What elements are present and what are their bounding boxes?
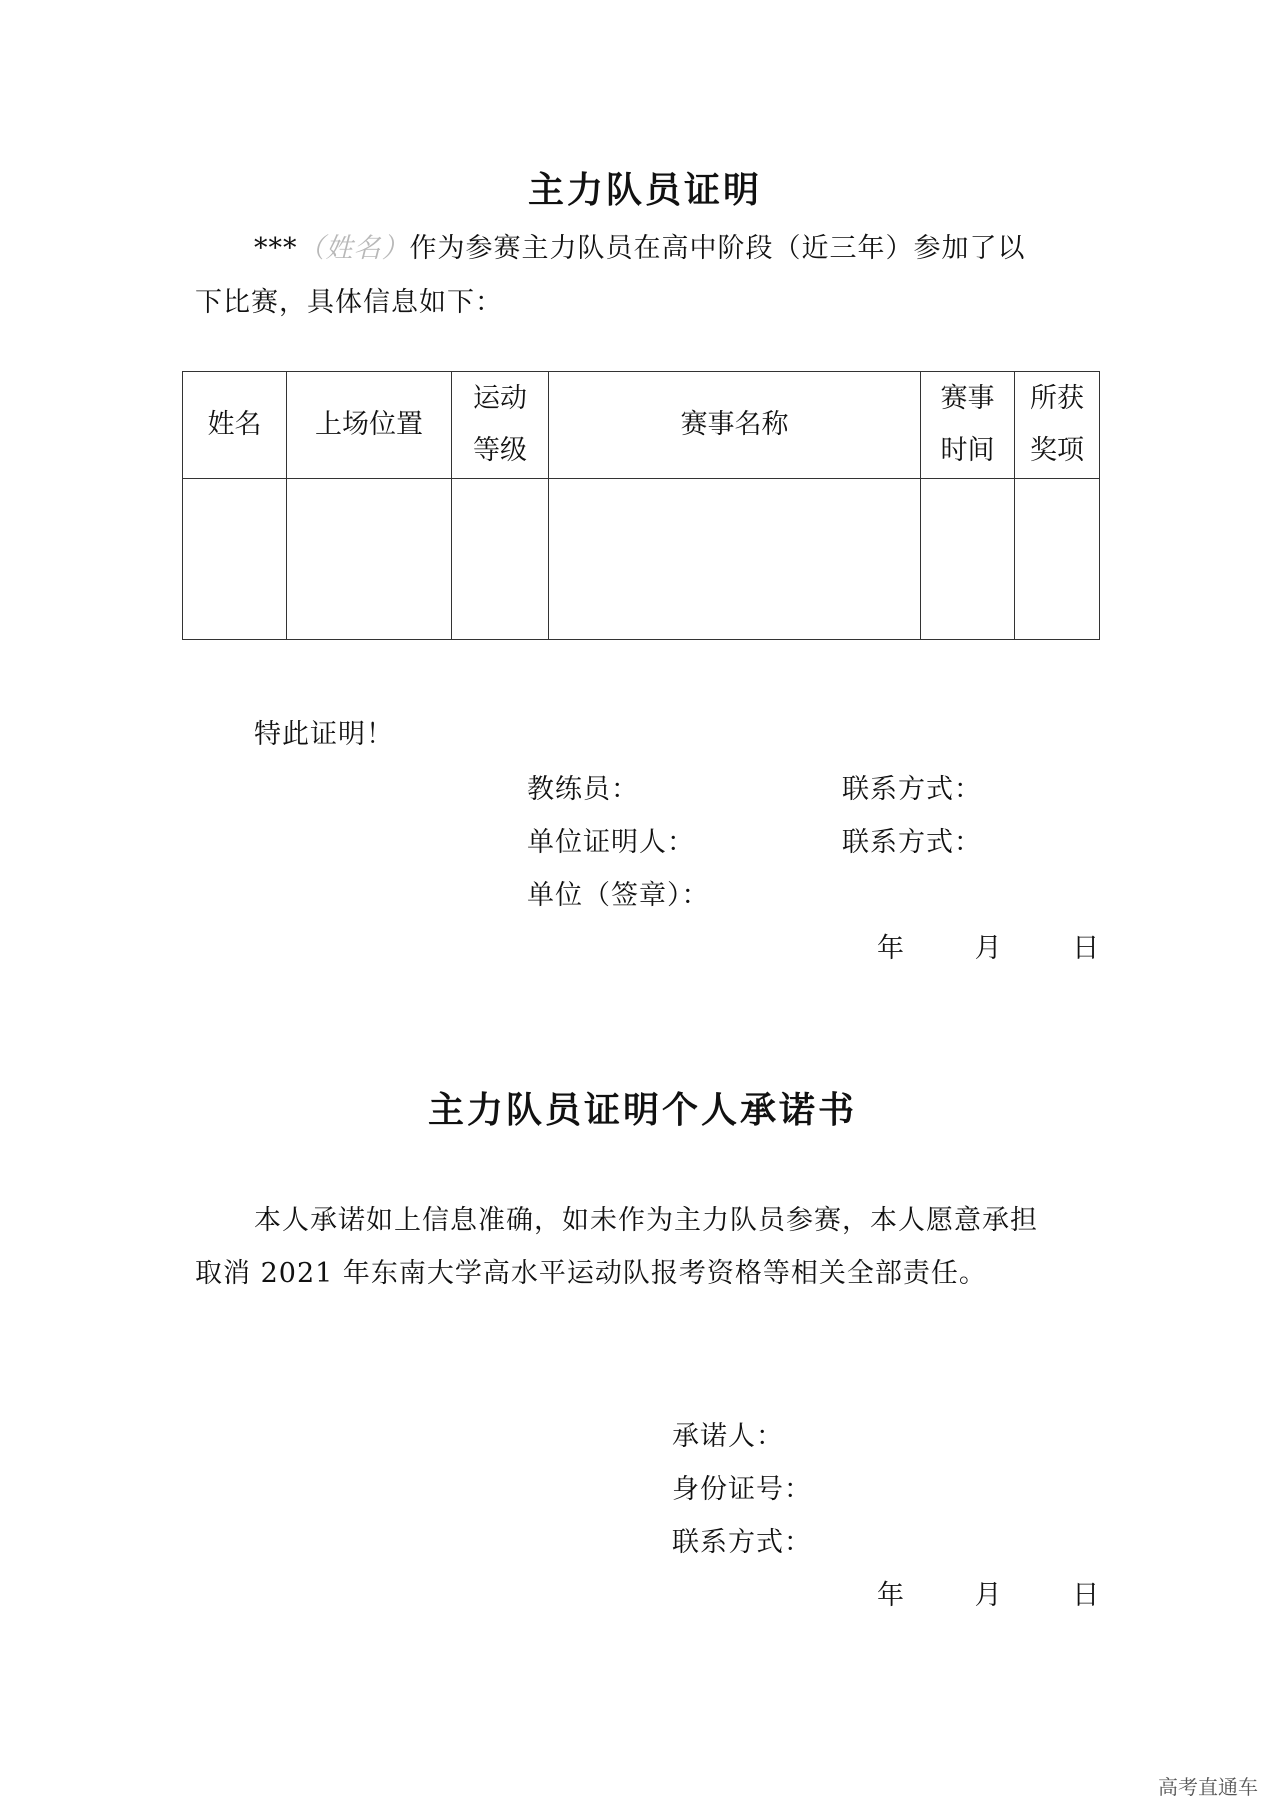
- header-position: 上场位置: [287, 372, 452, 479]
- cell-position[interactable]: [287, 479, 452, 640]
- header-award: 所获奖项: [1015, 372, 1100, 479]
- certificate-title: 主力队员证明: [528, 170, 763, 211]
- header-name: 姓名: [183, 372, 287, 479]
- intro-prefix: ***: [254, 233, 298, 264]
- cell-event-name[interactable]: [549, 479, 921, 640]
- pledger-label: 承诺人：: [672, 1421, 784, 1452]
- header-event-name: 赛事名称: [549, 372, 921, 479]
- header-sport-level: 运动等级: [452, 372, 549, 479]
- intro-line-1: [254, 226, 1026, 265]
- table-row: [183, 479, 1100, 640]
- pledge-date: [877, 1573, 1100, 1612]
- certificate-date: [877, 926, 1100, 965]
- table-header-row: [183, 372, 1100, 479]
- date-day: 日: [1072, 1580, 1101, 1611]
- intro-line-2: 下比赛，具体信息如下：: [195, 287, 503, 318]
- header-event-time: 赛事时间: [921, 372, 1015, 479]
- date-month: 月: [974, 1580, 1003, 1611]
- closing-text: 特此证明！: [254, 719, 394, 750]
- cell-sport-level[interactable]: [452, 479, 549, 640]
- unit-witness-label: 单位证明人：: [527, 827, 695, 858]
- pledge-line-2: 取消 2021 年东南大学高水平运动队报考资格等相关全部责任。: [195, 1258, 987, 1289]
- cell-award[interactable]: [1015, 479, 1100, 640]
- pledge-line-1: 本人承诺如上信息准确，如未作为主力队员参赛，本人愿意承担: [254, 1205, 1038, 1236]
- cell-name[interactable]: [183, 479, 287, 640]
- date-day: 日: [1072, 933, 1101, 964]
- coach-contact-label: 联系方式：: [842, 774, 982, 805]
- coach-label: 教练员：: [527, 774, 639, 805]
- id-number-label: 身份证号：: [672, 1474, 812, 1505]
- pledge-contact-label: 联系方式：: [672, 1527, 812, 1558]
- witness-contact-label: 联系方式：: [842, 827, 982, 858]
- competition-table: [182, 371, 1100, 640]
- pledge-title: 主力队员证明个人承诺书: [428, 1090, 858, 1131]
- watermark: 高考直通车: [1158, 1775, 1258, 1799]
- unit-seal-label: 单位（签章）：: [527, 880, 710, 911]
- name-placeholder: （姓名）: [297, 233, 410, 264]
- date-month: 月: [974, 933, 1003, 964]
- date-year: 年: [877, 933, 905, 964]
- cell-event-time[interactable]: [921, 479, 1015, 640]
- intro-line-1-rest: 作为参赛主力队员在高中阶段（近三年）参加了以: [409, 233, 1026, 264]
- date-year: 年: [877, 1580, 905, 1611]
